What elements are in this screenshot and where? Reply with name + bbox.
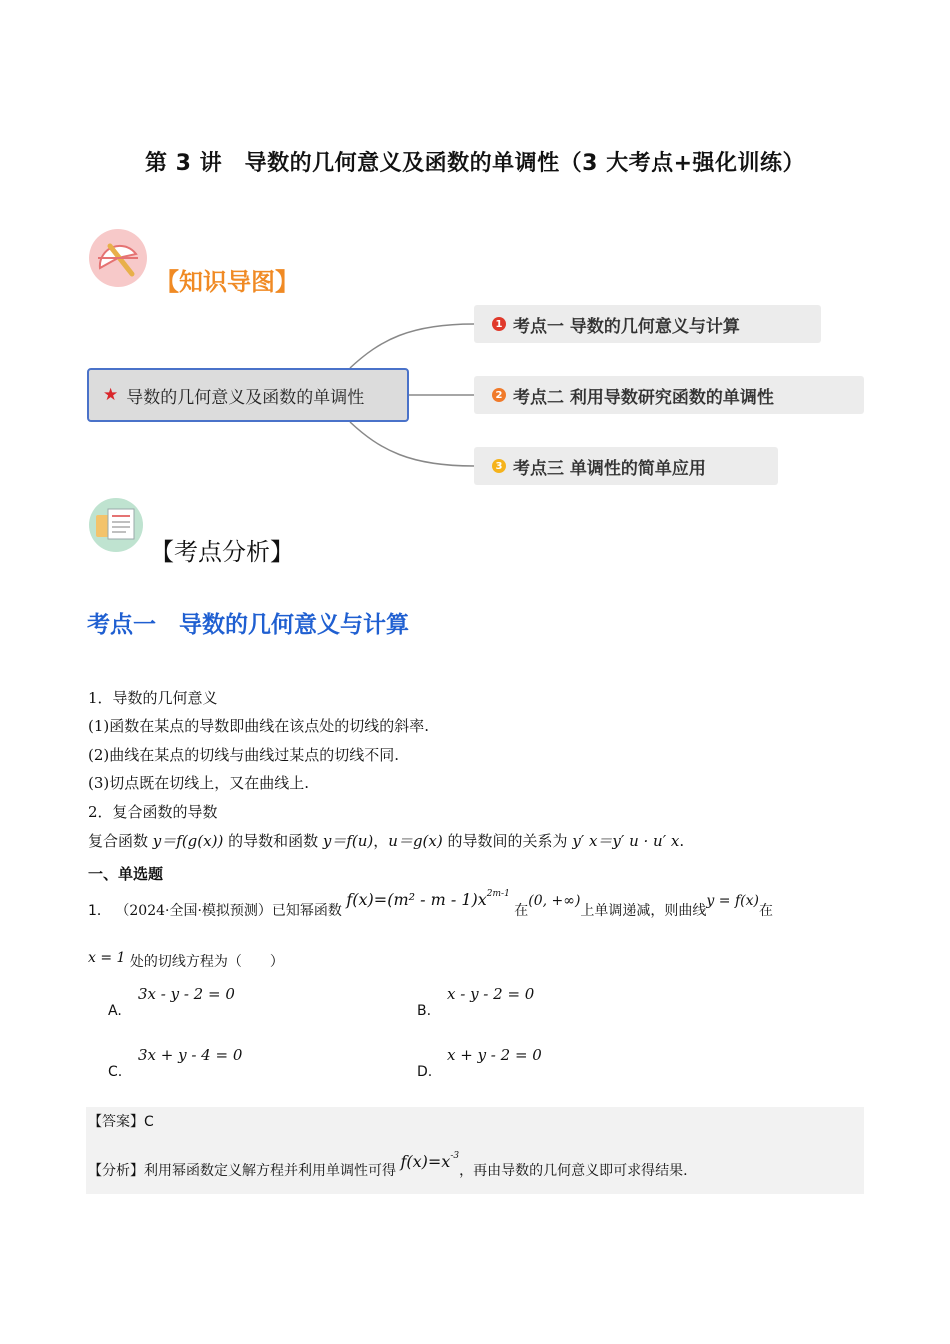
- number-2-icon: 2: [492, 388, 506, 402]
- analysis-label: 【考点分析】: [150, 538, 294, 566]
- documents-icon: [88, 497, 144, 553]
- answer-label: 【答案】: [88, 1114, 144, 1130]
- number-3-icon: 3: [492, 459, 506, 473]
- page-title: 第 3 讲 导数的几何意义及函数的单调性（3 大考点+强化训练）: [144, 151, 806, 176]
- mindmap-branch-label: 考点三 单调性的简单应用: [513, 458, 706, 479]
- knowledge-map-label: 【知识导图】: [155, 268, 299, 296]
- formula: u＝g(x): [388, 832, 443, 850]
- text-line: (2)曲线在某点的切线与曲线过某点的切线不同.: [88, 746, 400, 764]
- number-1-icon: 1: [492, 317, 506, 331]
- option-letter: C.: [108, 1064, 123, 1080]
- composite-derivative-line: [88, 831, 684, 851]
- option-letter: D.: [417, 1064, 433, 1080]
- question-number: 1．: [88, 903, 111, 919]
- option-letter: A.: [108, 1003, 122, 1019]
- formula: x = 1: [88, 950, 126, 966]
- formula-exponent: -3: [450, 1151, 460, 1161]
- option-d[interactable]: [417, 1046, 542, 1080]
- option-a[interactable]: [108, 985, 235, 1019]
- question-1: [88, 889, 773, 923]
- text-fragment: 复合函数: [88, 832, 149, 850]
- analysis-label: 【分析】: [88, 1163, 144, 1179]
- option-b[interactable]: [417, 985, 534, 1019]
- text-line: (1)函数在某点的导数即曲线在该点处的切线的斜率.: [88, 717, 430, 735]
- text-fragment: 在: [514, 903, 529, 919]
- formula: y＝f(g(x)): [152, 832, 224, 850]
- text-fragment: 处的切线方程为（ ）: [129, 954, 284, 970]
- text-fragment: ，: [373, 832, 389, 850]
- mindmap-connectors: [0, 0, 950, 520]
- formula: [400, 1152, 459, 1171]
- option-letter: B.: [417, 1003, 432, 1019]
- formula-body: f(x)=x: [400, 1152, 451, 1171]
- formula: [346, 890, 509, 909]
- text-fragment: ，再由导数的几何意义即可求得结果.: [459, 1163, 688, 1179]
- text-fragment: 利用幂函数定义解方程并利用单调性可得: [144, 1163, 396, 1179]
- option-expression: x - y - 2 = 0: [447, 985, 535, 1003]
- option-expression: x + y - 2 = 0: [447, 1046, 542, 1064]
- topic-1-title: 考点一 导数的几何意义与计算: [87, 612, 409, 638]
- text-line: 1．导数的几何意义: [88, 689, 218, 707]
- answer-line: [88, 1112, 154, 1132]
- question-source: （2024·全国·模拟预测）已知幂函数: [115, 903, 342, 919]
- question-1-cont: [88, 952, 284, 972]
- option-c[interactable]: [108, 1046, 242, 1080]
- mindmap-root: [87, 368, 409, 422]
- text-line: 2．复合函数的导数: [88, 803, 218, 821]
- formula-exponent: 2m-1: [486, 889, 510, 899]
- text-fragment: .: [679, 832, 685, 850]
- mindmap-branch-label: 考点一 导数的几何意义与计算: [513, 316, 740, 337]
- formula: y＝f(u): [322, 832, 374, 850]
- mindmap-branch-label: 考点二 利用导数研究函数的单调性: [513, 387, 774, 408]
- text-fragment: 在: [758, 903, 773, 919]
- mindmap-branch-3: [474, 447, 778, 485]
- text-fragment: 的导数间的关系为: [447, 832, 568, 850]
- option-expression: 3x + y - 4 = 0: [138, 1046, 243, 1064]
- formula-body: f(x)=(m² - m - 1)x: [346, 890, 487, 909]
- text-fragment: 上单调递减，则曲线: [580, 903, 707, 919]
- analysis-line: [88, 1151, 688, 1183]
- mindmap-branch-2: [474, 376, 864, 414]
- mindmap-root-label: 导数的几何意义及函数的单调性: [126, 387, 365, 408]
- formula: y = f(x): [706, 893, 759, 909]
- formula: y′ x＝y′ u · u′ x: [572, 832, 680, 850]
- section-heading: 一、单选题: [88, 865, 164, 883]
- text-fragment: 的导数和函数: [228, 832, 319, 850]
- answer-value: C: [144, 1114, 154, 1130]
- star-icon: ★: [103, 385, 119, 405]
- formula: (0, +∞): [528, 893, 581, 909]
- option-expression: 3x - y - 2 = 0: [138, 985, 235, 1003]
- mindmap-branch-1: [474, 305, 821, 343]
- text-line: (3)切点既在切线上，又在曲线上.: [88, 774, 310, 792]
